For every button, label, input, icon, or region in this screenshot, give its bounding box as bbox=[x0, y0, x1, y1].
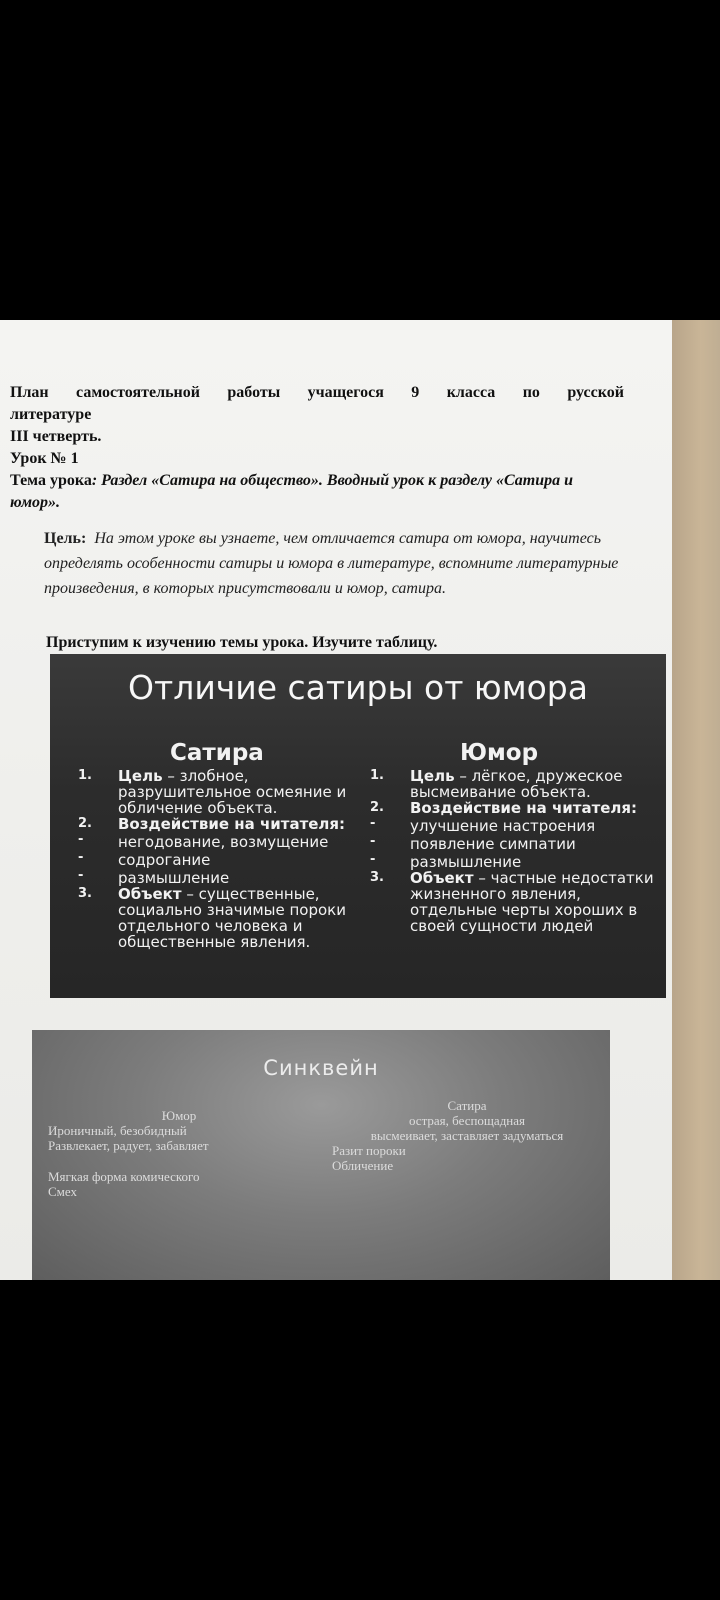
list-item: 3. Объект – существенные, социально значимые пороки отдельного человека и общественные явления. bbox=[78, 885, 346, 951]
header-title-line: План самостоятельной работы учащегося 9 класса по русской bbox=[10, 384, 624, 401]
list-item: - содрогание bbox=[78, 850, 211, 869]
list-item: 1. Цель – злобное, разрушительное осмеяние и обличение объекта. bbox=[78, 767, 347, 817]
slide-title: Отличие сатиры от юмора bbox=[128, 668, 588, 707]
background-surface bbox=[672, 320, 720, 1280]
document-page bbox=[0, 320, 672, 1280]
comparison-slide bbox=[50, 654, 666, 998]
lesson-theme: Тема урока: Раздел «Сатира на общество». Вводный урок к разделу «Сатира и юмор». bbox=[10, 472, 574, 511]
list-item: - негодование, возмущение bbox=[78, 832, 329, 851]
header-title-line2: литературе bbox=[10, 406, 92, 423]
cinquain-satire: Сатира острая, беспощадная высмеивает, заставляет задуматься Разит пороки Обличение bbox=[332, 1098, 564, 1173]
lesson-goal: Цель: На этом уроке вы узнаете, чем отличается сатира от юмора, научитесь определять особенности сатиры и юмора в литературе, вспомните литературные произведения, в которых присутствовали и юмор, сатира. bbox=[44, 530, 619, 597]
list-item: 1. Цель – лёгкое, дружеское высмеивание объекта. bbox=[370, 767, 623, 801]
cinquain-humor: Юмор Ироничный, безобидный Развлекает, радует, забавляет Мягкая форма комического Смех bbox=[48, 1108, 209, 1199]
list-item: - размышление bbox=[78, 868, 230, 887]
satire-column bbox=[78, 740, 368, 950]
lesson-number: Урок № 1 bbox=[10, 450, 79, 467]
list-item: - появление симпатии bbox=[370, 834, 576, 853]
quarter-label: III четверть. bbox=[10, 428, 102, 445]
list-item: 2. Воздействие на читателя: bbox=[370, 799, 638, 817]
cinquain-title: Синквейн bbox=[263, 1056, 379, 1080]
instruction-text: Приступим к изучению темы урока. Изучите таблицу. bbox=[46, 634, 438, 651]
list-item: 2. Воздействие на читателя: bbox=[78, 815, 346, 833]
humor-column bbox=[370, 740, 656, 934]
cinquain-slide bbox=[32, 1030, 610, 1280]
humor-heading: Юмор bbox=[460, 740, 539, 766]
satire-heading: Сатира bbox=[170, 740, 264, 766]
list-item: 3. Объект – частные недостатки жизненного явления, отдельные черты хороших в своей сущности людей bbox=[370, 869, 654, 935]
document-header bbox=[10, 382, 624, 514]
list-item: - улучшение настроения bbox=[370, 816, 596, 835]
list-item: - размышление bbox=[370, 852, 522, 871]
